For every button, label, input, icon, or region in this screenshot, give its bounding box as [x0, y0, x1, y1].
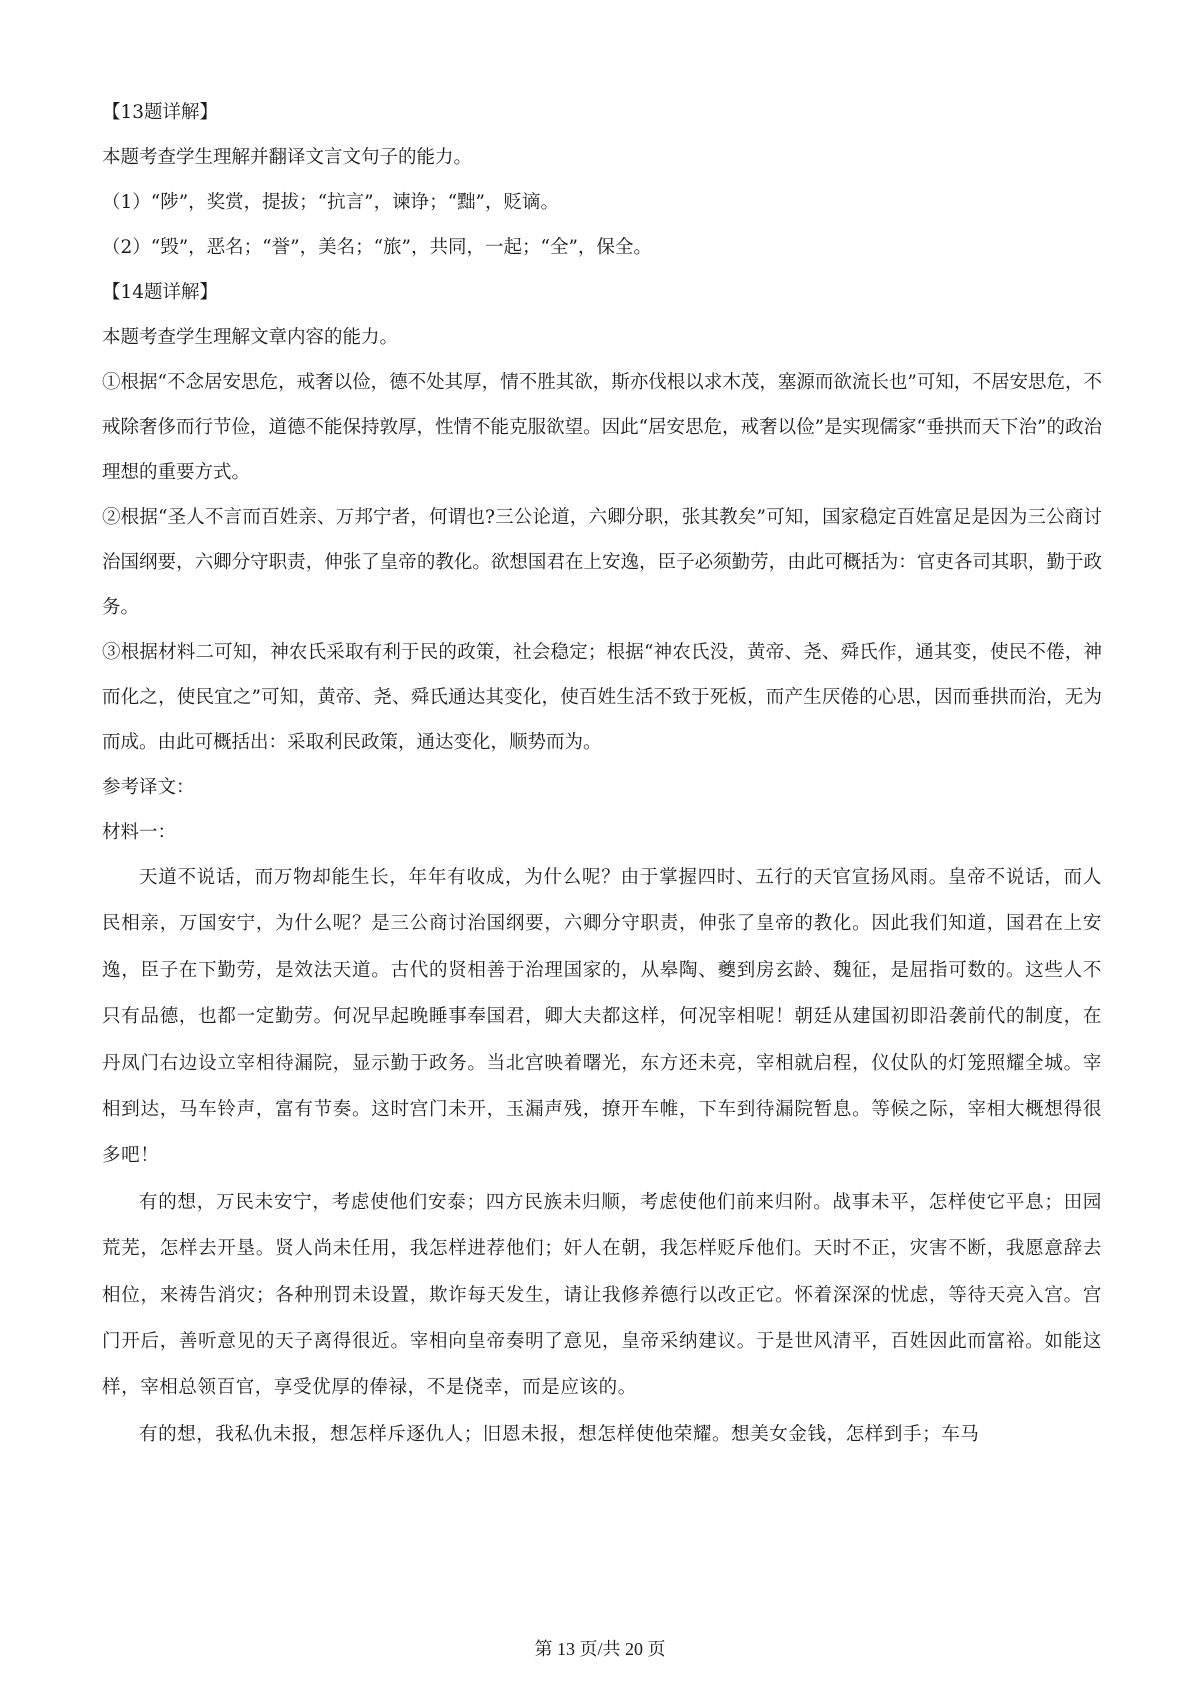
section-13-item-2: （2）“毁”，恶名；“誉”，美名；“旅”，共同，一起；“全”，保全。 [102, 237, 652, 258]
section-14-point-3: ③根据材料二可知，神农氏采取有利于民的政策，社会稳定；根据“神农氏没，黄帝、尧、舜氏作，通其变，使民不倦，神而化之，使民宜之”可知，黄帝、尧、舜氏通达其变化，使百姓生活不致于死板，而产生厌倦的心思，因而垂拱而治，无为而成。由此可概括出：采取利民政策，通达变化，顺势而为。 [102, 642, 1102, 753]
translation-label: 参考译文： [102, 777, 195, 798]
material-1-label: 材料一： [102, 822, 177, 843]
section-14-intro: 本题考查学生理解文章内容的能力。 [102, 327, 399, 348]
section-14-point-2: ②根据“圣人不言而百姓亲、万邦宁者，何谓也?三公论道，六卿分职，张其教矣”可知，国家稳定百姓富足是因为三公商讨治国纲要，六卿分守职责，伸张了皇帝的教化。欲想国君在上安逸，臣子必须勤劳，由此可概括为：官吏各司其职，勤于政务。 [102, 507, 1102, 618]
section-14-point-1: ①根据“不念居安思危，戒奢以俭，德不处其厚，情不胜其欲，斯亦伐根以求木茂，塞源而欲流长也”可知，不居安思危，不戒除奢侈而行节俭，道德不能保持敦厚，性情不能克服欲望。因此“居安思危，戒奢以俭”是实现儒家“垂拱而天下治”的政治理想的重要方式。 [102, 372, 1102, 483]
page-number-footer: 第 13 页/共 20 页 [534, 1639, 666, 1659]
section-13-heading: 【13题详解】 [102, 102, 219, 123]
document-body [102, 90, 1102, 1458]
section-14-heading: 【14题详解】 [102, 282, 219, 303]
translation-paragraph-1: 天道不说话，而万物却能生长，年年有收成，为什么呢？由于掌握四时、五行的天官宣扬风雨。皇帝不说话，而人民相亲，万国安宁，为什么呢？是三公商讨治国纲要，六卿分守职责，伸张了皇帝的教化。因此我们知道，国君在上安逸，臣子在下勤劳，是效法天道。古代的贤相善于治理国家的，从皋陶、夔到房玄龄、魏征，是屈指可数的。这些人不只有品德，也都一定勤劳。何况早起晚睡事奉国君，卿大夫都这样，何况宰相呢！朝廷从建国初即沿袭前代的制度，在丹凤门右边设立宰相待漏院，显示勤于政务。当北宫映着曙光，东方还未亮，宰相就启程，仪仗队的灯笼照耀全城。宰相到达，马车铃声，富有节奏。这时宫门未开，玉漏声残，撩开车帷，下车到待漏院暂息。等候之际，宰相大概想得很多吧！ [102, 867, 1102, 1167]
section-13-item-1: （1）“陟”，奖赏，提拔；“抗言”，谏诤；“黜”，贬谪。 [102, 192, 560, 213]
translation-paragraph-2: 有的想，万民未安宁，考虑使他们安泰；四方民族未归顺，考虑使他们前来归附。战事未平，怎样使它平息；田园荒芜，怎样去开垦。贤人尚未任用，我怎样进荐他们；奸人在朝，我怎样贬斥他们。天时不正，灾害不断，我愿意辞去相位，来祷告消灾；各种刑罚未设置，欺诈每天发生，请让我修养德行以改正它。怀着深深的忧虑，等待天亮入宫。宫门开后，善听意见的天子离得很近。宰相向皇帝奏明了意见，皇帝采纳建议。于是世风清平，百姓因此而富裕。如能这样，宰相总领百官，享受优厚的俸禄，不是侥幸，而是应该的。 [102, 1191, 1102, 1399]
section-13-intro: 本题考查学生理解并翻译文言文句子的能力。 [102, 147, 473, 168]
translation-paragraph-3: 有的想，我私仇未报，想怎样斥逐仇人；旧恩未报，想怎样使他荣耀。想美女金钱，怎样到手；车马 [139, 1423, 980, 1445]
